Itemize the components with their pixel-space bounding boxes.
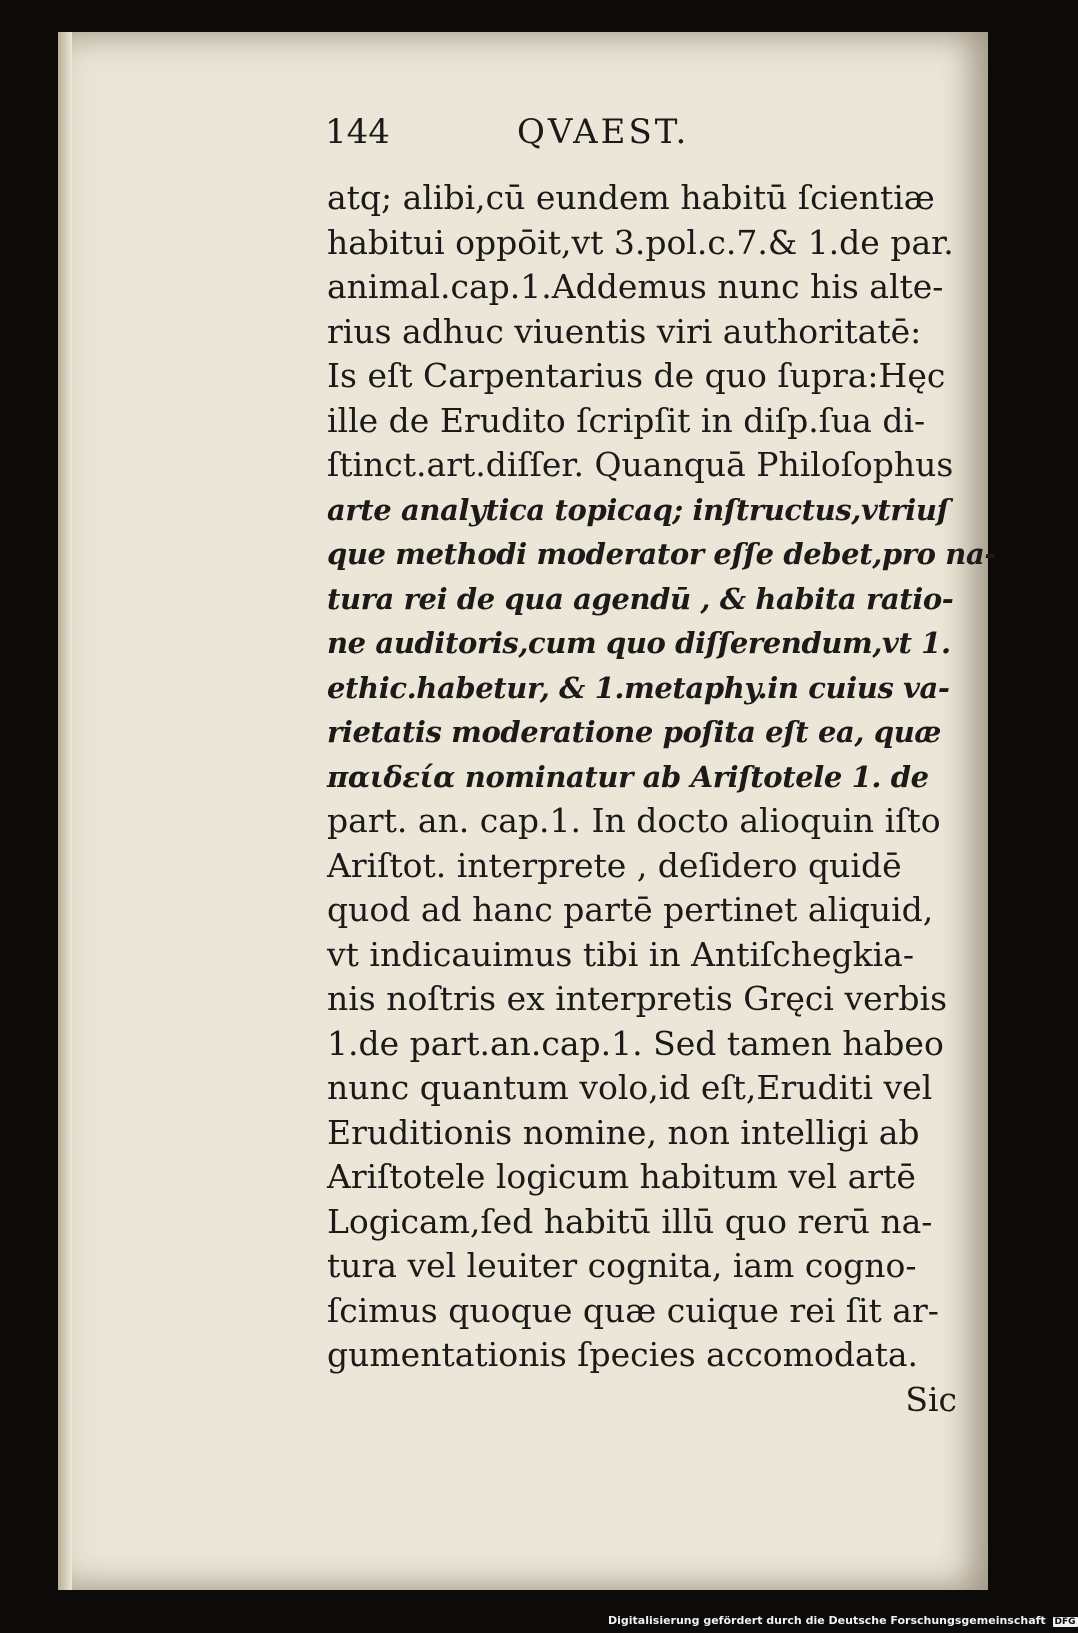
text-line: arte analytica topicaq; inſtructus,vtriuſ [327,492,949,527]
text-line: ſtinct.art.diſſer. Quanquā Philoſophus [327,445,954,484]
text-line: ethic.habetur, & 1.metaphy.in cuius va- [327,670,950,705]
running-title: QVAEST. [517,112,690,152]
text-line: animal.cap.1.Addemus nunc his alte- [327,267,944,306]
text-line: part. an. cap.1. In docto alioquin iſto [327,801,941,840]
text-line: nis noſtris ex interpretis Gręci verbis [327,979,948,1018]
text-line: Eruditionis nomine, non intelligi ab [327,1112,920,1152]
dfg-logo: DFG [1054,1617,1076,1627]
text-line: vt indicauimus tibi in Antiſchegkia- [327,934,914,974]
text-block [327,176,996,1422]
text-line: rietatis moderatione poſita eſt ea, quæ [327,715,942,749]
digitization-credit [608,1614,1078,1627]
text-line: quod ad hanc partē pertinet aliquid, [327,890,934,929]
text-line: tura rei de qua agendū , & habita ratio- [327,581,954,616]
text-line: que methodi moderator eſſe debet,pro na- [327,537,996,571]
text-line: Ariſtotele logicum habitum vel artē [327,1157,916,1196]
page-gutter [58,32,72,1590]
text-line: ille de Erudito ſcripſit in diſp.ſua di- [327,400,926,440]
text-line: ne auditoris,cum quo diſſerendum,vt 1. [327,626,951,660]
text-line: 1.de part.an.cap.1. Sed tamen habeo [327,1023,944,1063]
page-number: 144 [325,112,390,152]
text-line: gumentationis ſpecies accomodata. [327,1335,919,1374]
text-line: παιδεία nominatur ab Ariſtotele 1. de [327,759,929,794]
text-line: rius adhuc viuentis viri authoritatē: [327,311,922,351]
text-line: Logicam,ſed habitū illū quo rerū na- [327,1201,933,1241]
text-line: atq; alibi,cū eundem habitū ſcientiæ [327,178,935,217]
text-line: tura vel leuiter cognita, iam cogno- [327,1246,917,1285]
text-line: habitui oppōit,vt 3.pol.c.7.& 1.de par. [327,222,954,262]
text-line: Is eſt Carpentarius de quo ſupra:Hęc [327,356,946,395]
credit-text: Digitalisierung gefördert durch die Deutsche Forschungsgemeinschaft [608,1614,1046,1627]
text-line: nunc quantum volo,id eſt,Eruditi vel [327,1068,933,1107]
text-line: Ariſtot. interprete , deſidero quidē [327,845,902,885]
text-line: ſcimus quoque quæ cuique rei ſit ar- [327,1290,939,1330]
catchword: Sic [905,1379,957,1419]
